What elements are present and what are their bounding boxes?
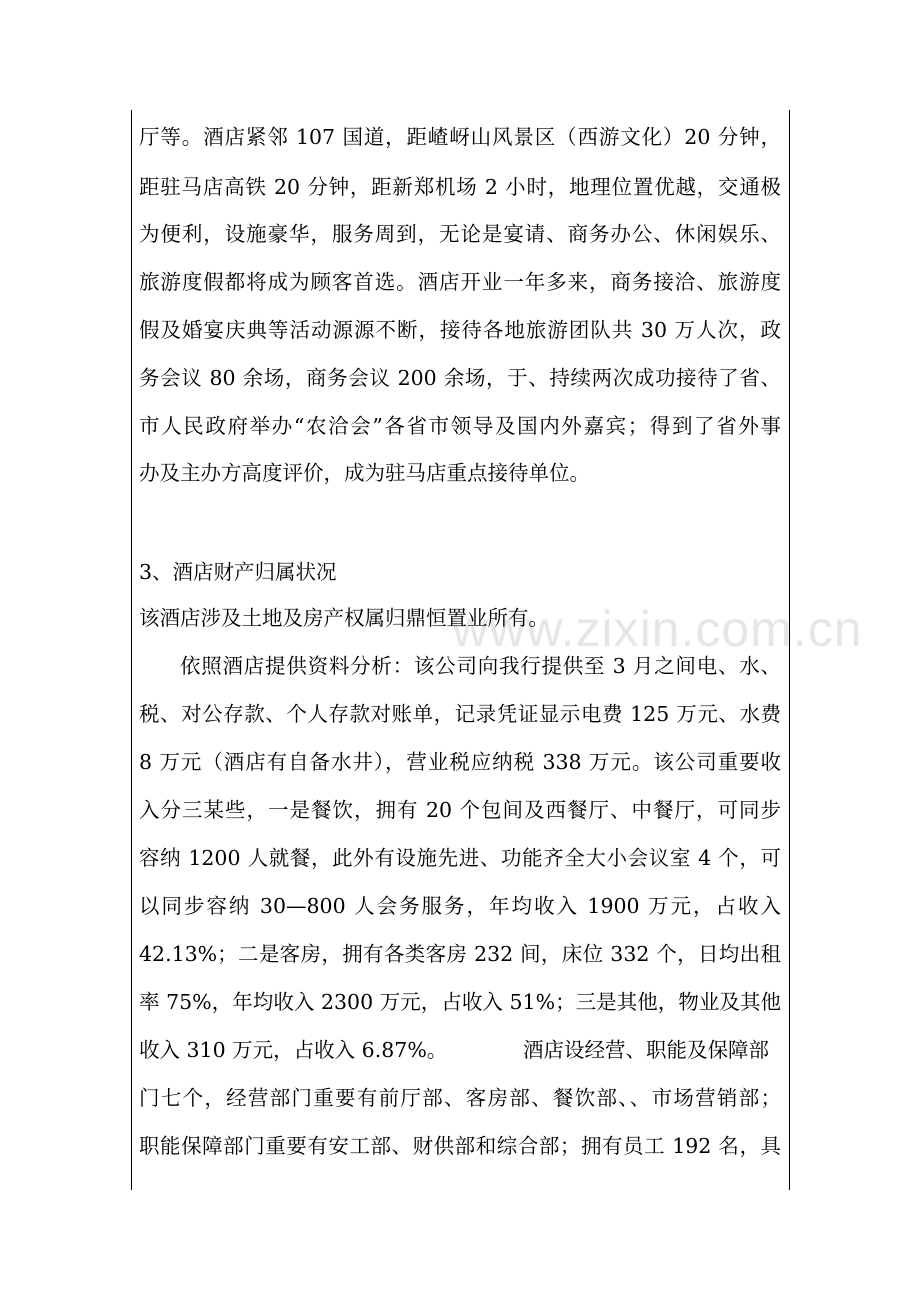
section-heading: 3、酒店财产归属状况	[139, 560, 337, 584]
text-line: 税、对公存款、个人存款对账单，记录凭证显示电费 125 万元、水费	[139, 702, 781, 726]
text-line: 收入 310 万元，占收入 6.87%。	[139, 1038, 448, 1062]
text-line: 为便利，设施豪华，服务周到，无论是宴请、商务办公、休闲娱乐、	[139, 222, 781, 246]
text-line: 门七个，经营部门重要有前厅部、客房部、餐饮部、、市场营销部；	[139, 1086, 781, 1110]
table-left-border	[131, 110, 132, 1190]
text-line: 市人民政府举办“农洽会”各省市领导及国内外嘉宾；得到了省外事	[139, 414, 781, 438]
text-line: 入分三某些，一是餐饮，拥有 20 个包间及西餐厅、中餐厅，可同步	[139, 798, 781, 822]
paragraph-first-line: 依照酒店提供资料分析：该公司向我行提供至 3 月之间电、水、	[180, 654, 781, 678]
text-line: 该酒店涉及土地及房产权属归鼎恒置业所有。	[139, 606, 549, 630]
text-line: 42.13%；二是客房，拥有各类客房 232 间，床位 332 个，日均出租	[139, 942, 781, 966]
text-line: 率 75%，年均收入 2300 万元，占收入 51%；三是其他，物业及其他	[139, 990, 781, 1014]
text-line: 距驻马店高铁 20 分钟，距新郑机场 2 小时，地理位置优越，交通极	[139, 175, 781, 199]
text-line: 旅游度假都将成为顾客首选。酒店开业一年多来，商务接洽、旅游度	[139, 270, 781, 294]
watermark: www.zixin.com.cn	[452, 601, 863, 657]
text-line: 厅等。酒店紧邻 107 国道，距嵖岈山风景区（西游文化）20 分钟，	[139, 125, 781, 149]
text-line: 假及婚宴庆典等活动源源不断，接待各地旅游团队共 30 万人次，政	[139, 318, 781, 342]
text-line: 以同步容纳 30—800 人会务服务，年均收入 1900 万元，占收入	[139, 894, 781, 918]
text-line: 办及主办方高度评价，成为驻马店重点接待单位。	[139, 461, 590, 485]
text-line: 容纳 1200 人就餐，此外有设施先进、功能齐全大小会议室 4 个，可	[139, 846, 781, 870]
text-line: 务会议 80 余场，商务会议 200 余场，于、持续两次成功接待了省、	[139, 366, 781, 390]
text-line: 8 万元（酒店有自备水井），营业税应纳税 338 万元。该公司重要收	[139, 750, 781, 774]
text-line-continuation: 酒店设经营、职能及保障部	[523, 1038, 769, 1062]
text-line: 职能保障部门重要有安工部、财供部和综合部；拥有员工 192 名，具	[139, 1134, 781, 1158]
